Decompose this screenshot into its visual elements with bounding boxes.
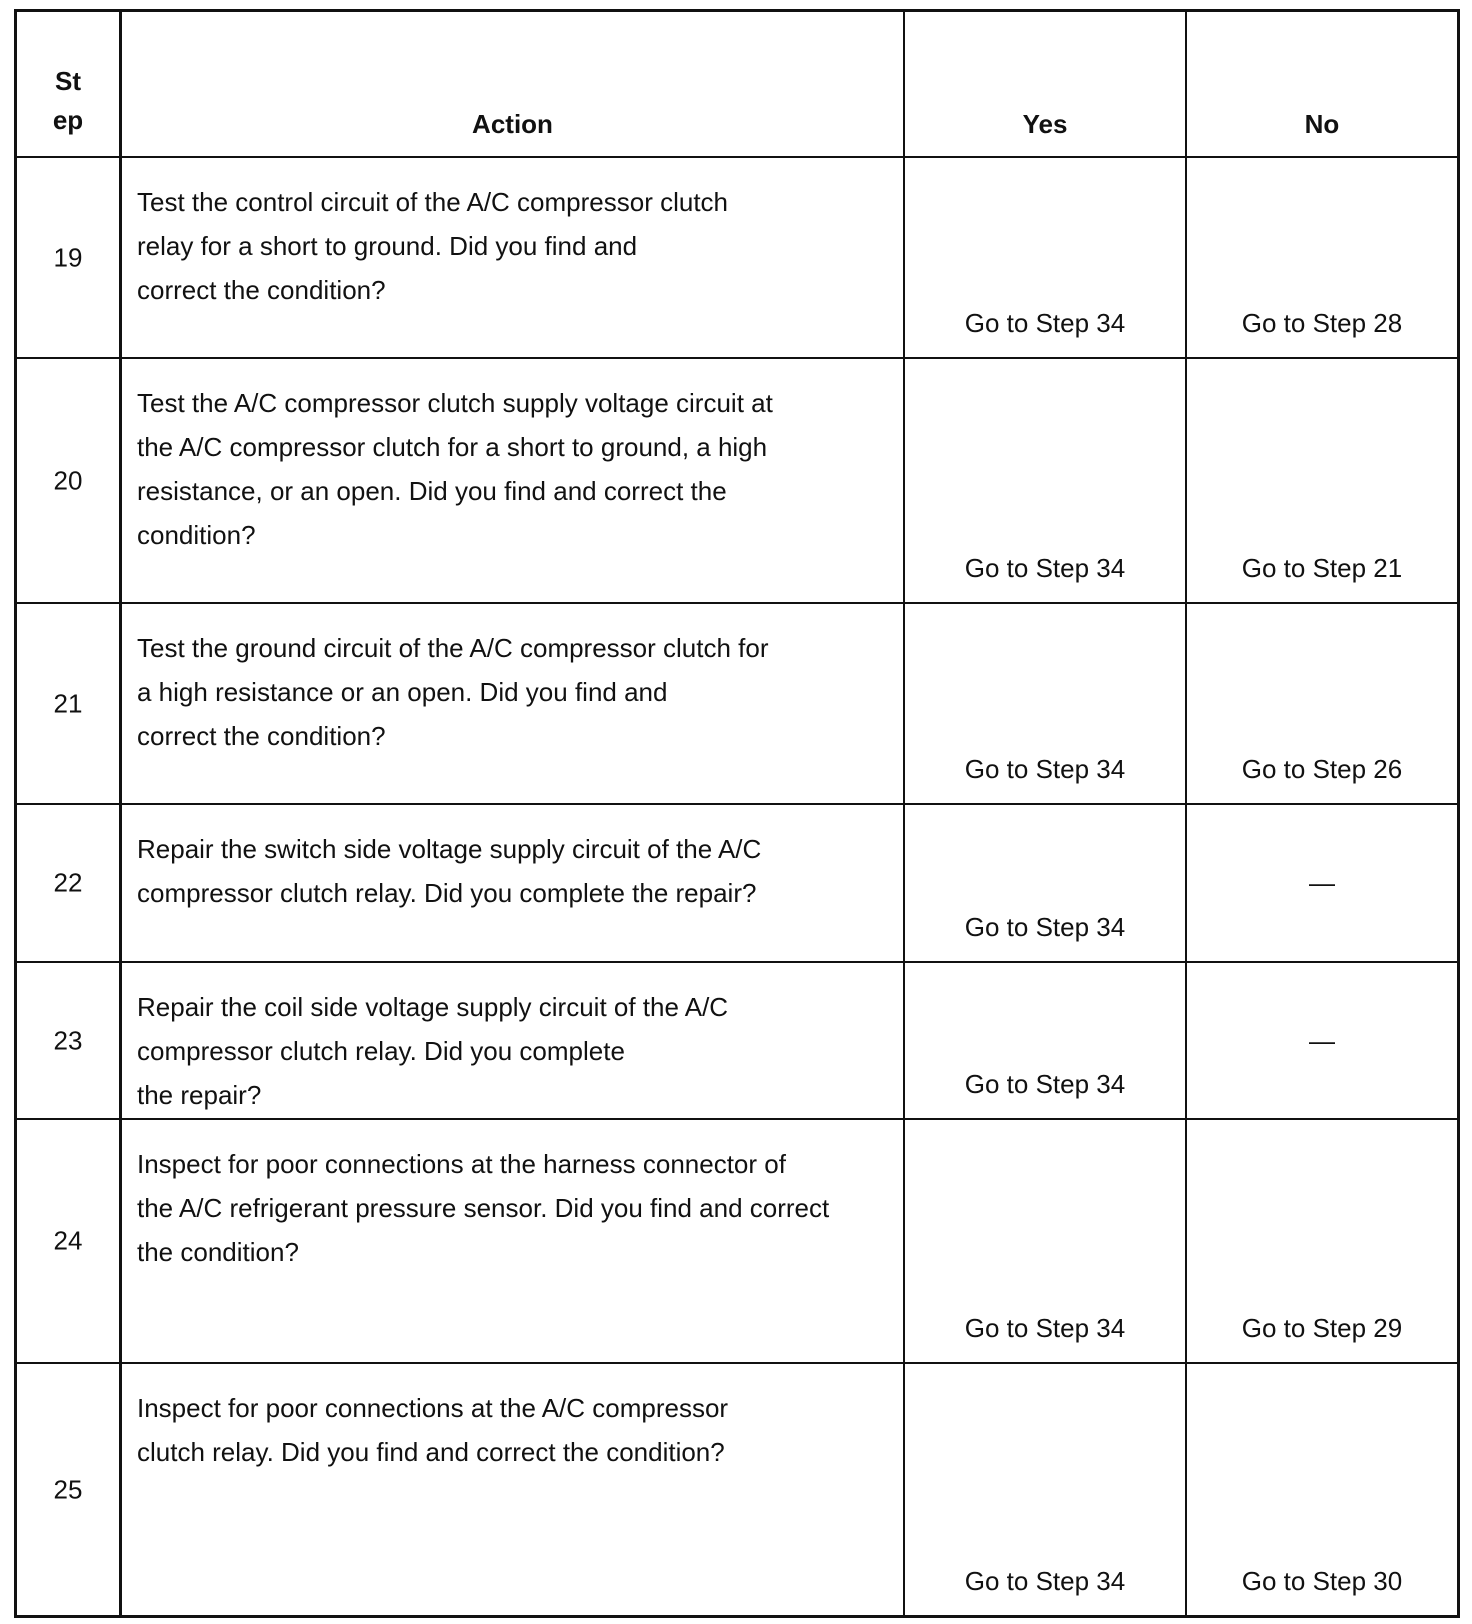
table-row	[17, 1120, 1457, 1364]
yes-goto: Go to Step 34	[964, 754, 1126, 784]
action-text: Test the control circuit of the A/C compressor clutch relay for a short to ground. Did you find and correct the condition?	[137, 187, 729, 305]
yes-goto: Go to Step 34	[964, 308, 1126, 338]
no-dash: —	[1309, 867, 1335, 898]
yes-cell	[905, 1120, 1187, 1362]
no-cell	[1187, 805, 1457, 961]
step-cell	[17, 805, 122, 961]
header-step-cell	[17, 12, 122, 156]
no-cell	[1187, 158, 1457, 357]
header-action: Action	[472, 109, 553, 139]
step-cell	[17, 158, 122, 357]
action-text: Test the ground circuit of the A/C compressor clutch for a high resistance or an open. Did you find and correct the condition?	[137, 633, 769, 751]
header-yes: Yes	[1022, 109, 1068, 139]
no-cell	[1187, 1120, 1457, 1362]
no-goto: Go to Step 21	[1241, 553, 1403, 583]
action-cell	[122, 1364, 905, 1615]
action-text: Test the A/C compressor clutch supply voltage circuit at the A/C compressor clutch for a short to ground, a high resistance, or an open. Did you find and correct the condition?	[137, 388, 773, 550]
step-cell	[17, 359, 122, 602]
table-header-row	[17, 12, 1457, 158]
diagnostic-table	[14, 9, 1460, 1618]
yes-cell	[905, 158, 1187, 357]
no-cell	[1187, 1364, 1457, 1615]
step-number: 20	[53, 465, 83, 495]
yes-cell	[905, 805, 1187, 961]
action-cell	[122, 805, 905, 961]
table-row	[17, 805, 1457, 963]
no-goto: Go to Step 29	[1241, 1313, 1403, 1343]
no-goto: Go to Step 28	[1241, 308, 1403, 338]
no-goto: Go to Step 30	[1241, 1566, 1403, 1596]
action-text: Inspect for poor connections at the A/C compressor clutch relay. Did you find and correct the condition?	[137, 1393, 729, 1467]
header-no: No	[1304, 109, 1340, 139]
step-number: 24	[53, 1225, 83, 1256]
yes-cell	[905, 604, 1187, 803]
table-row	[17, 963, 1457, 1120]
step-number: 22	[53, 867, 83, 898]
yes-goto: Go to Step 34	[964, 1313, 1126, 1343]
header-action-cell	[122, 12, 905, 156]
yes-cell	[905, 1364, 1187, 1615]
table-row	[17, 158, 1457, 359]
action-cell	[122, 158, 905, 357]
no-cell	[1187, 963, 1457, 1118]
no-cell	[1187, 359, 1457, 602]
step-cell	[17, 1120, 122, 1362]
no-goto: Go to Step 26	[1241, 754, 1403, 784]
action-text: Inspect for poor connections at the harness connector of the A/C refrigerant pressure sensor. Did you find and correct the condition?	[137, 1149, 830, 1267]
yes-cell	[905, 963, 1187, 1118]
step-cell	[17, 604, 122, 803]
action-cell	[122, 963, 905, 1118]
header-no-cell	[1187, 12, 1457, 156]
action-text: Repair the coil side voltage supply circuit of the A/C compressor clutch relay. Did you complete the repair?	[137, 992, 729, 1110]
yes-goto: Go to Step 34	[964, 1069, 1126, 1099]
no-dash: —	[1309, 1025, 1335, 1055]
action-cell	[122, 1120, 905, 1362]
header-step: St ep	[52, 66, 84, 135]
header-yes-cell	[905, 12, 1187, 156]
step-number: 21	[53, 688, 83, 718]
table-row	[17, 604, 1457, 805]
step-cell	[17, 1364, 122, 1615]
table-row	[17, 1364, 1457, 1615]
yes-goto: Go to Step 34	[964, 1566, 1126, 1596]
step-number: 19	[53, 242, 83, 272]
action-text: Repair the switch side voltage supply circuit of the A/C compressor clutch relay. Did you complete the repair?	[137, 834, 762, 908]
action-cell	[122, 359, 905, 602]
action-cell	[122, 604, 905, 803]
yes-goto: Go to Step 34	[964, 912, 1126, 942]
yes-cell	[905, 359, 1187, 602]
step-number: 23	[53, 1025, 83, 1055]
no-cell	[1187, 604, 1457, 803]
yes-goto: Go to Step 34	[964, 553, 1126, 583]
step-number: 25	[53, 1474, 83, 1504]
step-cell	[17, 963, 122, 1118]
table-row	[17, 359, 1457, 604]
